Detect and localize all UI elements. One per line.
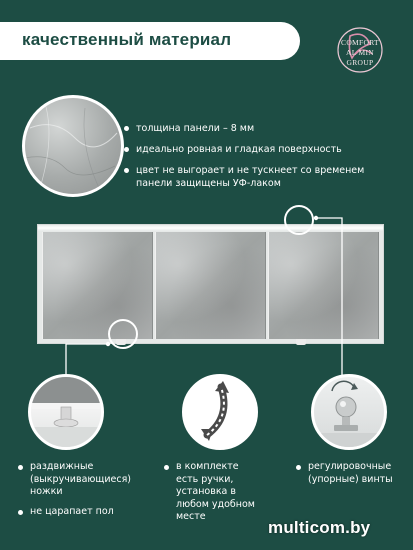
rotate-icon: [332, 381, 354, 391]
list-item: толщина панели – 8 мм: [120, 122, 410, 135]
foot-photo: [28, 374, 104, 450]
screw-icon: [314, 377, 384, 447]
list-item: в комплекте есть ручки, установка в любом удобном месте: [160, 461, 260, 524]
list-item: идеально ровная и гладкая поверхность: [120, 143, 410, 156]
page-title: качественный материал: [22, 30, 232, 49]
watermark: multicom.by: [268, 518, 371, 537]
list-item: не царапает пол: [14, 506, 154, 519]
logo-text-line-3: GROUP: [346, 58, 374, 67]
features-list-right: [292, 461, 402, 493]
features-list-left: [14, 461, 154, 525]
list-item: раздвижные (выкручивающиеся) ножки: [14, 461, 150, 499]
list-item: цвет не выгорает и не тускнеет со временем панели защищены УФ-лаком: [120, 164, 376, 190]
logo-text-line-1: COMFORT: [341, 38, 379, 47]
list-item: регулировочные (упорные) винты: [292, 461, 400, 486]
screw-marker: [284, 205, 314, 235]
foot-marker: [108, 319, 138, 349]
adjustable-foot-icon: [31, 377, 101, 447]
logo-text-line-2: AL MIN: [346, 48, 374, 57]
handles-photo: [182, 374, 258, 450]
screws-photo: [311, 374, 387, 450]
curved-arrows-icon: [185, 377, 255, 447]
features-list-middle: [160, 461, 260, 531]
